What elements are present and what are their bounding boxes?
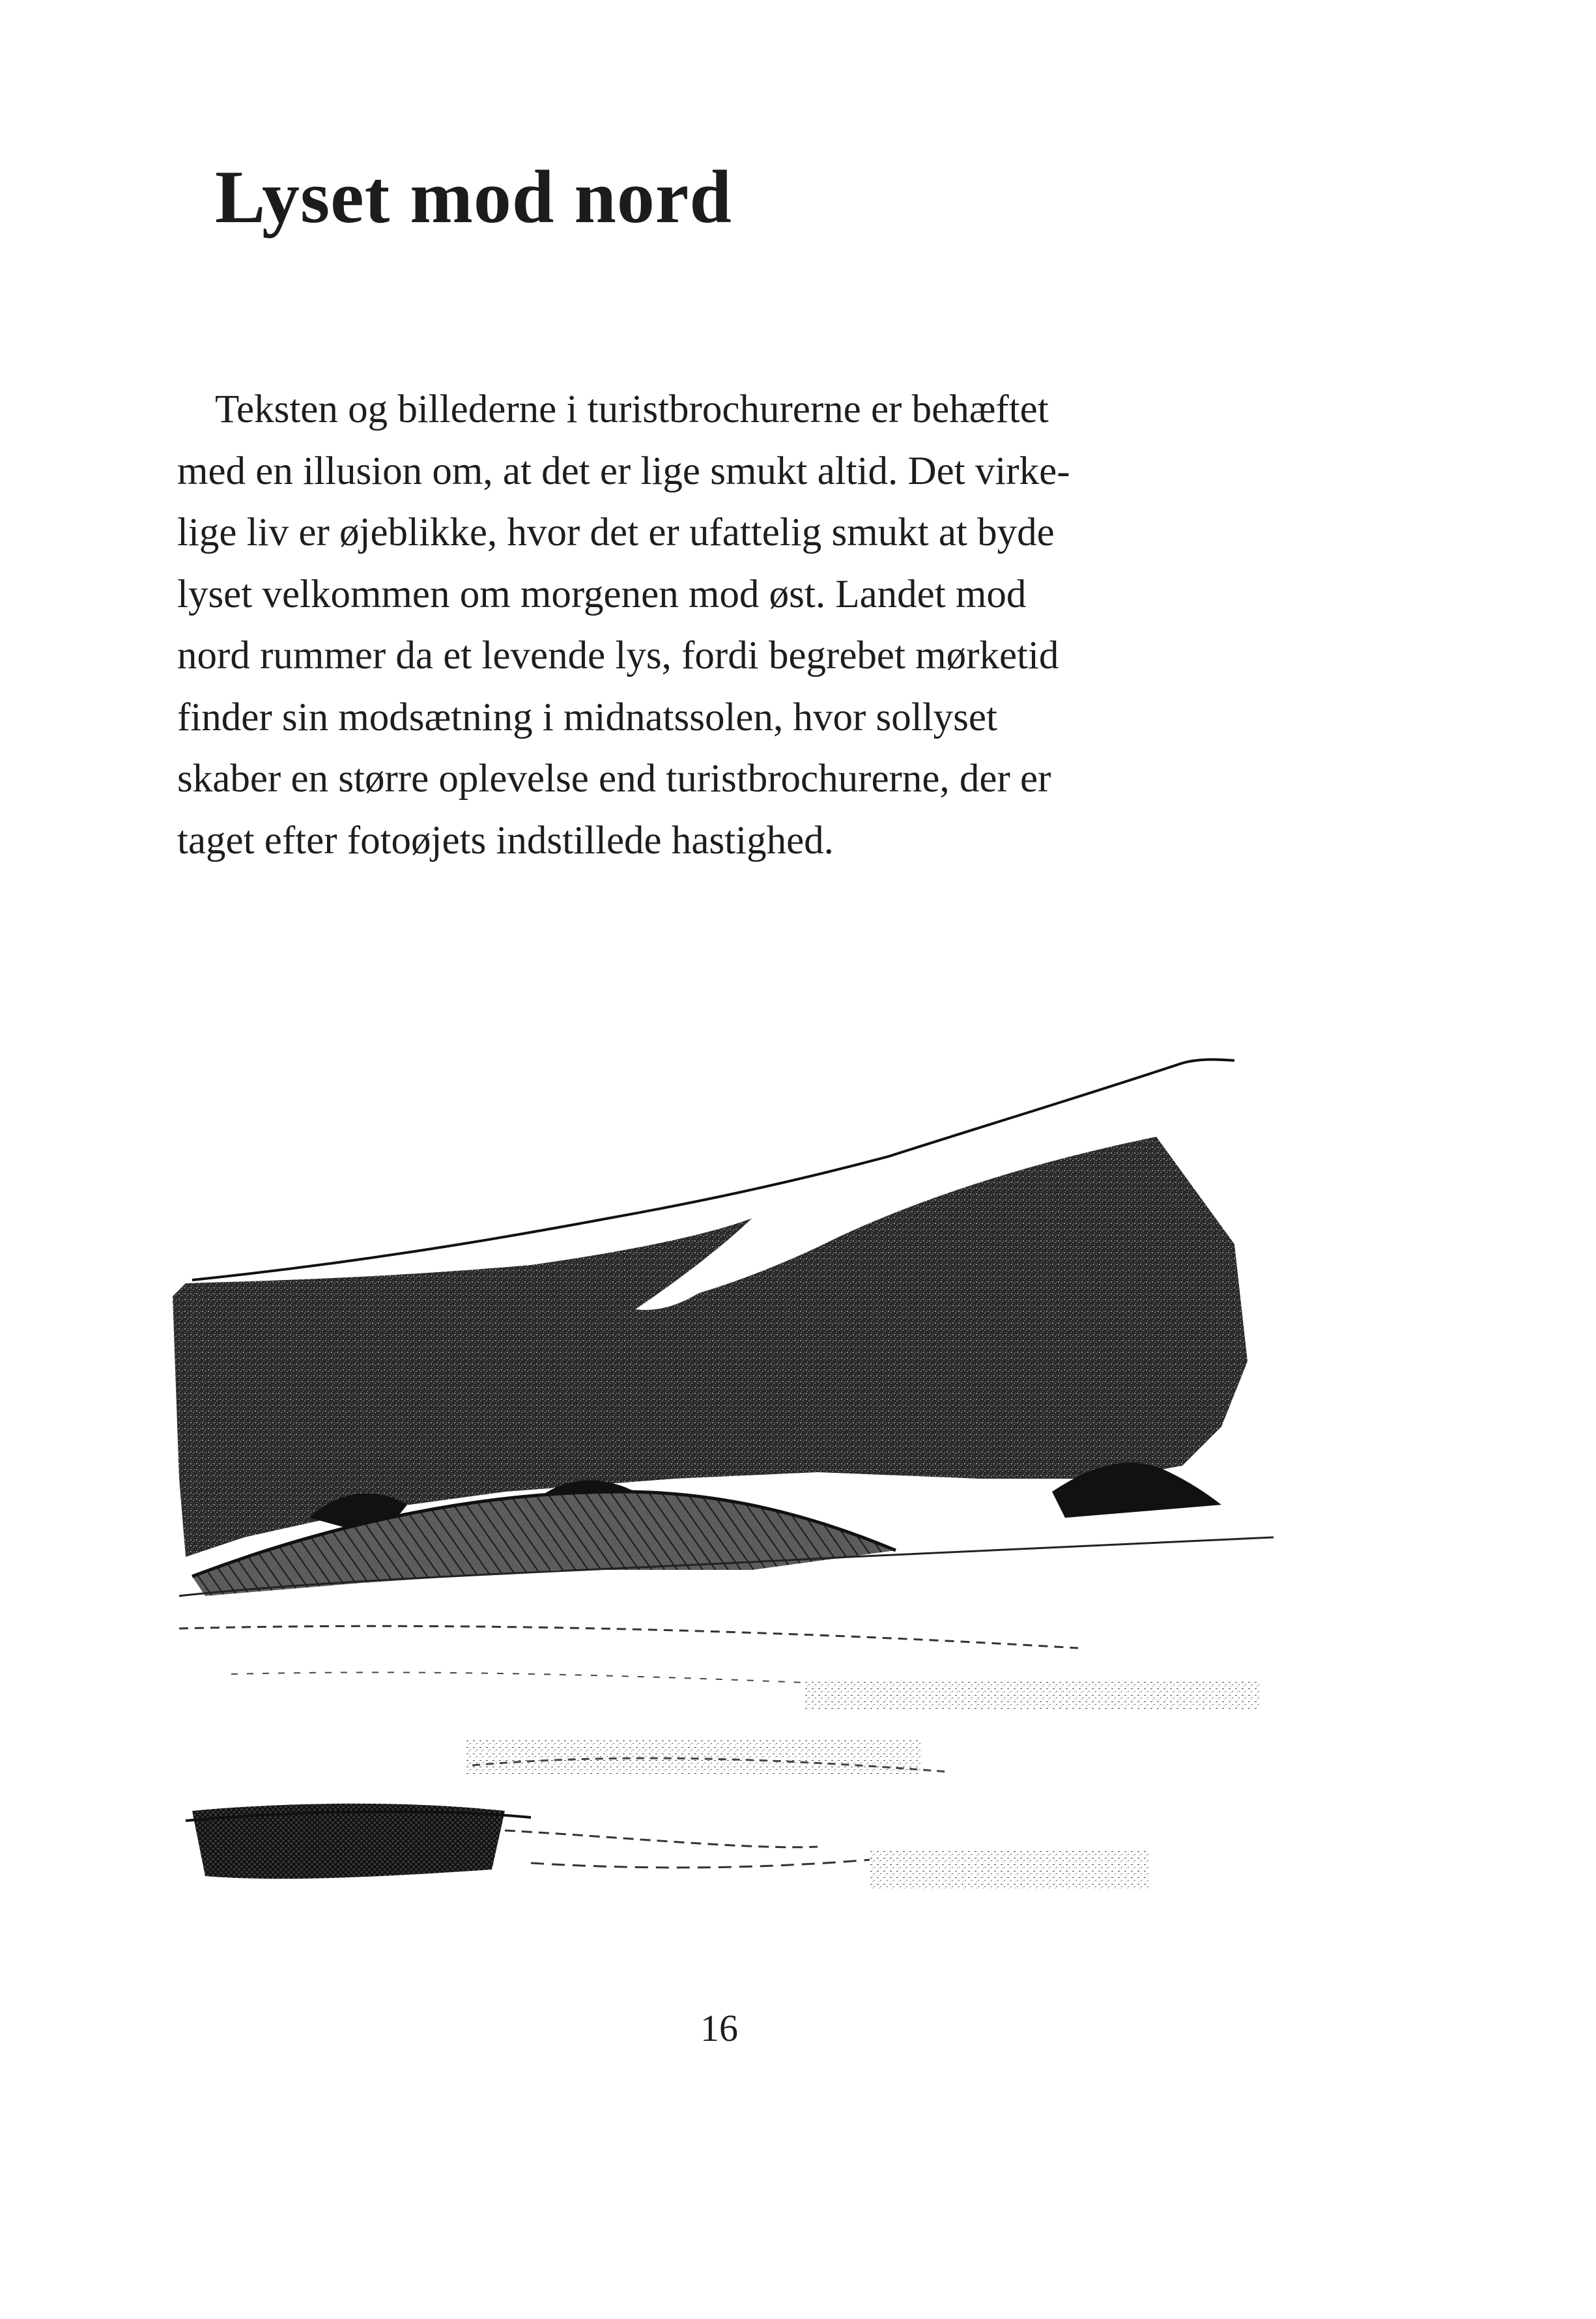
text-line: skaber en større oplevelse end turistbrochurerne, der er: [177, 757, 1051, 801]
chapter-title: Lyset mod nord: [215, 156, 732, 239]
page-number: 16: [700, 2007, 738, 2049]
text-line: Teksten og billederne i turistbrochurerne er behæftet: [215, 388, 1049, 431]
water-strokes: [179, 1626, 1261, 1775]
landscape-sketch-illustration: [166, 1023, 1365, 2319]
text-line: nord rummer da et levende lys, fordi begrebet mørketid: [177, 634, 1059, 677]
text-line: med en illusion om, at det er lige smukt altid. Det virke-: [177, 449, 1070, 493]
body-paragraph: [177, 379, 1285, 872]
text-line: lyset velkommen om morgenen mod øst. Landet mod: [177, 572, 1027, 616]
foreground-strokes: [186, 1804, 1150, 1889]
text-line: taget efter fotoøjets indstillede hastighed.: [177, 818, 834, 862]
text-line: lige liv er øjeblikke, hvor det er ufattelig smukt at byde: [177, 511, 1055, 554]
text-line: finder sin modsætning i midnatssolen, hvor sollyset: [177, 695, 997, 739]
